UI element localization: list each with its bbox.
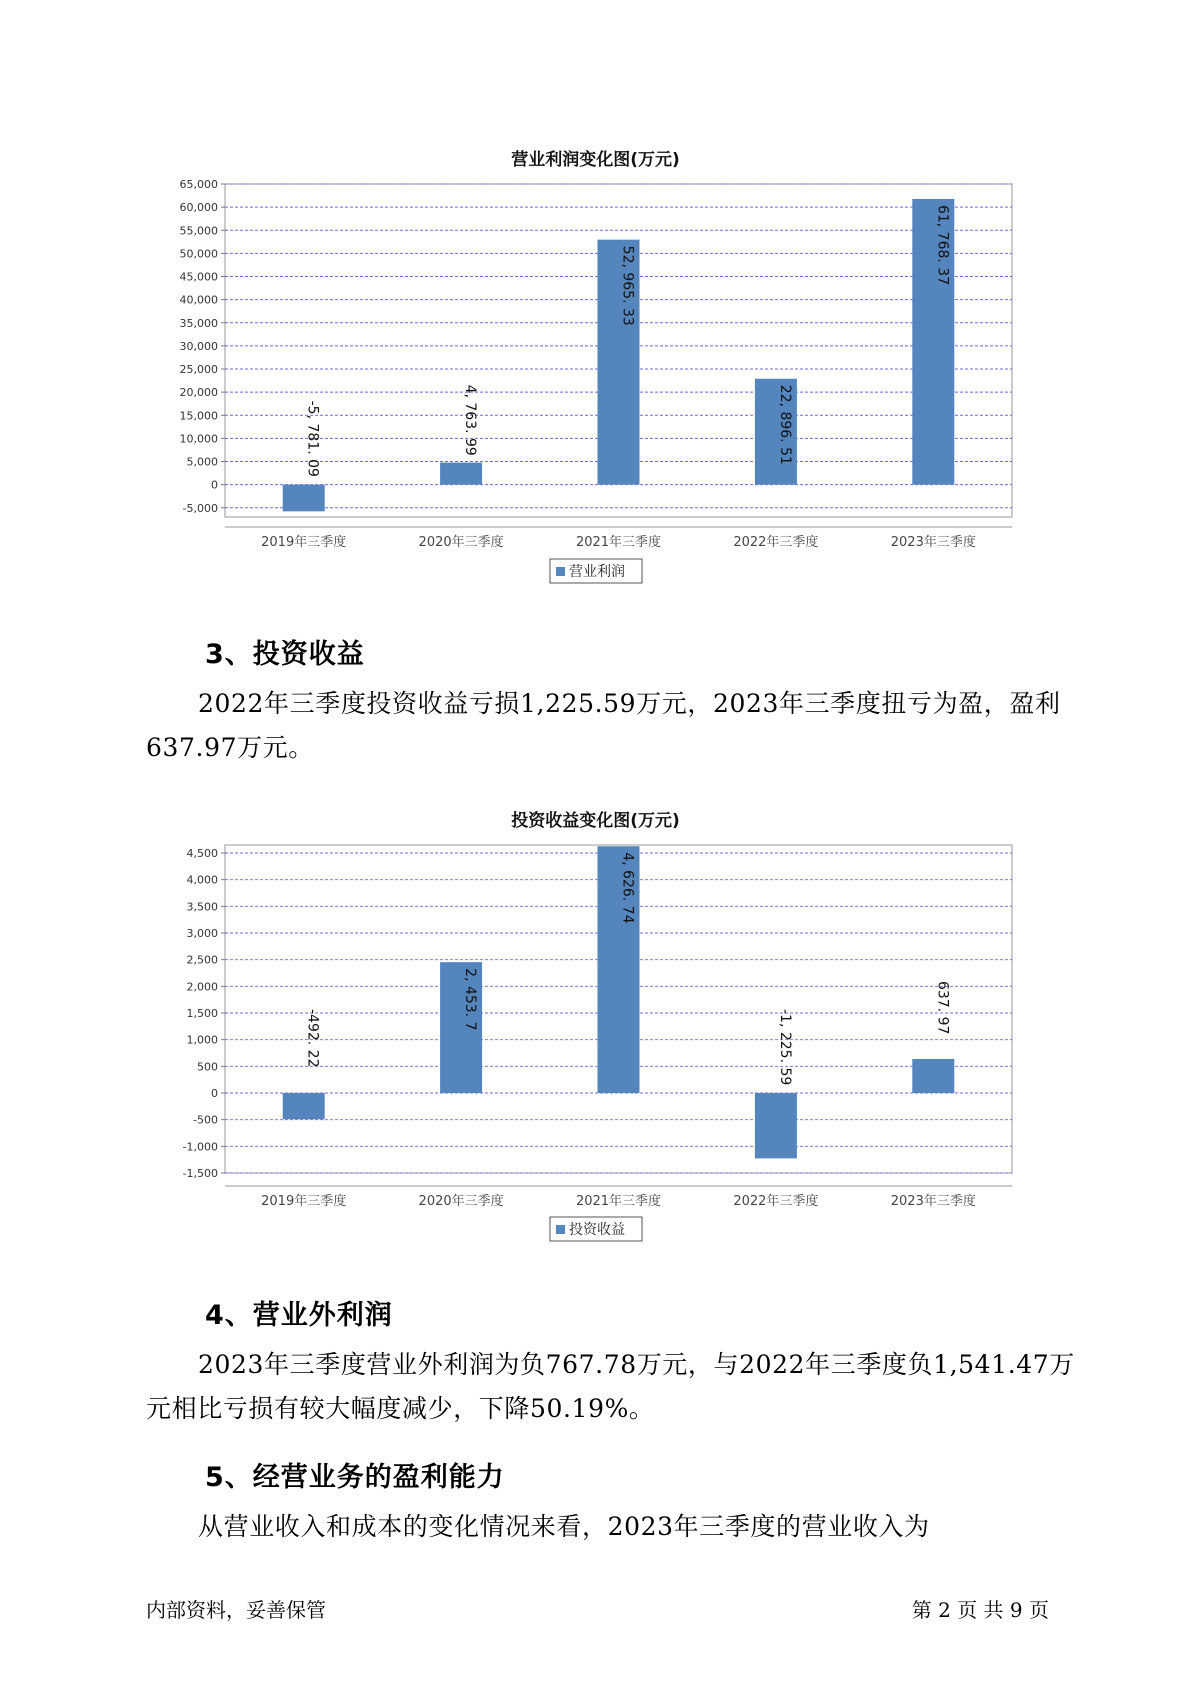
y-tick-label: 15,000 — [179, 409, 218, 423]
x-tick-label: 2021年三季度 — [575, 1194, 662, 1209]
data-label-5: 61, 768. 37 — [934, 204, 951, 286]
x-tick-label: 2020年三季度 — [418, 1194, 504, 1209]
data-label-4: -1, 225. 59 — [776, 1009, 793, 1086]
data-label-5: 637. 97 — [934, 980, 951, 1035]
y-tick-label: -1,500 — [182, 1167, 218, 1180]
y-tick-label: 3,500 — [186, 900, 218, 914]
y-tick-label: 2,000 — [186, 980, 218, 994]
section4-heading: 4、营业外利润 — [205, 1300, 393, 1331]
footer-confidential: 内部资料，妥善保管 — [146, 1598, 326, 1622]
x-tick-label: 2019年三季度 — [261, 1194, 347, 1209]
y-tick-label: 1,500 — [186, 1007, 218, 1020]
y-tick-label: 40,000 — [179, 293, 218, 307]
x-tick-label: 2022年三季度 — [733, 1194, 819, 1209]
section4-text: 2023年三季度营业外利润为负767.78万元，与2022年三季度负1,541.47万元相比亏损有较大幅度减少，下降50.19%。 — [146, 1350, 1075, 1423]
y-tick-label: 10,000 — [179, 432, 218, 446]
data-label-2: 4, 763. 99 — [462, 384, 479, 456]
y-tick-label: 2,500 — [186, 953, 218, 967]
legend-label: 投资收益 — [569, 1222, 625, 1238]
y-tick-label: 45,000 — [179, 270, 218, 284]
y-tick-label: 0 — [211, 1087, 218, 1100]
bar-2 — [440, 463, 482, 485]
y-tick-label: -5,000 — [182, 501, 218, 515]
section3-heading: 3、投资收益 — [205, 639, 365, 670]
legend-label: 营业利润 — [569, 564, 625, 580]
bar-1 — [283, 1093, 325, 1119]
y-tick-label: 60,000 — [179, 201, 218, 215]
y-tick-label: 55,000 — [179, 224, 218, 238]
chart2-title: 投资收益变化图(万元) — [511, 811, 680, 831]
section3-text: 2022年三季度投资收益亏损1,225.59万元，2023年三季度扭亏为盈，盈利637.97万元。 — [146, 689, 1061, 762]
data-label-3: 4, 626. 74 — [619, 852, 636, 924]
data-label-1: -492. 22 — [304, 1009, 321, 1068]
y-tick-label: -1,000 — [182, 1140, 218, 1154]
bar-1 — [283, 485, 325, 512]
data-label-2: 2, 453. 7 — [462, 968, 479, 1031]
footer-page-number: 第 2 页 共 9 页 — [911, 1598, 1049, 1622]
bar-5 — [912, 1059, 954, 1093]
section5-heading: 5、经营业务的盈利能力 — [205, 1462, 505, 1493]
y-tick-label: 30,000 — [179, 339, 218, 353]
y-tick-label: 65,000 — [179, 178, 218, 191]
legend-swatch — [556, 567, 565, 576]
x-tick-label: 2019年三季度 — [261, 535, 347, 550]
x-tick-label: 2023年三季度 — [890, 1194, 976, 1209]
y-tick-label: 20,000 — [179, 386, 218, 400]
y-tick-label: 0 — [211, 478, 218, 492]
y-tick-label: 4,000 — [186, 873, 218, 887]
bar-4 — [755, 1093, 797, 1158]
investment-income-chart — [0, 828, 1191, 1248]
data-label-3: 52, 965. 33 — [619, 245, 636, 326]
operating-profit-chart — [0, 168, 1191, 598]
x-tick-label: 2020年三季度 — [418, 535, 504, 550]
chart1-title: 营业利润变化图(万元) — [511, 150, 680, 170]
x-tick-label: 2021年三季度 — [575, 535, 662, 550]
legend-swatch — [556, 1225, 565, 1234]
y-tick-label: 4,500 — [186, 847, 218, 860]
y-tick-label: 25,000 — [179, 363, 218, 376]
y-tick-label: 500 — [197, 1060, 218, 1074]
y-tick-label: 1,000 — [186, 1033, 218, 1047]
y-tick-label: 3,000 — [186, 927, 218, 940]
x-tick-label: 2022年三季度 — [733, 535, 819, 550]
y-tick-label: 35,000 — [179, 316, 218, 330]
y-tick-label: -500 — [193, 1113, 218, 1127]
section5-text: 从营业收入和成本的变化情况来看，2023年三季度的营业收入为 — [198, 1512, 930, 1541]
y-tick-label: 5,000 — [186, 455, 218, 469]
data-label-1: -5, 781. 09 — [304, 400, 321, 477]
y-tick-label: 50,000 — [179, 247, 218, 261]
x-tick-label: 2023年三季度 — [890, 535, 976, 550]
data-label-4: 22, 896. 51 — [776, 384, 793, 465]
